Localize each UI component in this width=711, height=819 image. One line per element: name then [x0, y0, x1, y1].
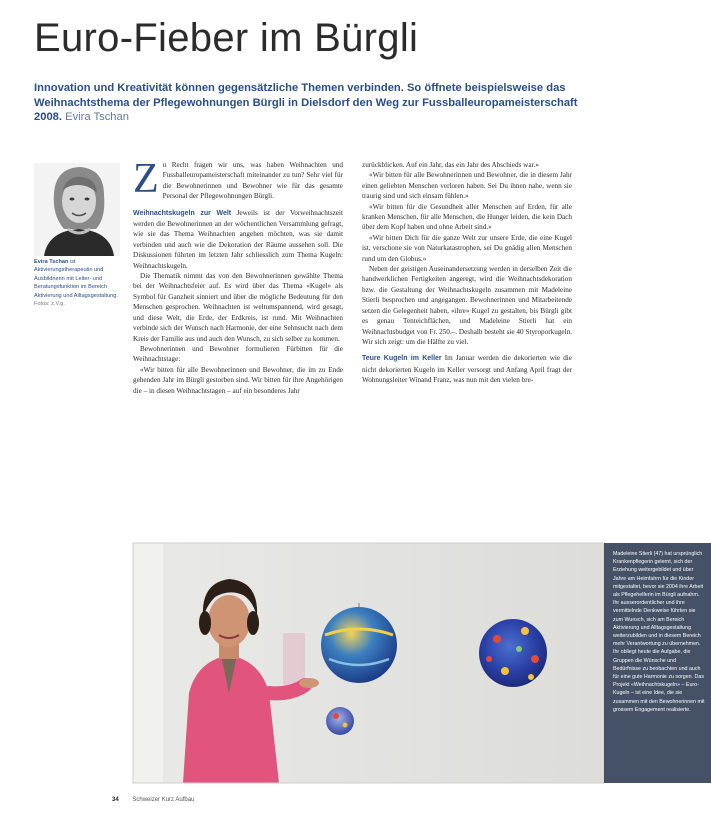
paragraph: «Wir bitten Dich für die ganze Welt zur unsere Erde, die eine Kugel ist, verschone sie von Naturkatastrophen, sei Du gnädig allen Menschen rund um den Globus.» [362, 233, 572, 263]
portrait-caption-name: Evira Tschan [34, 259, 69, 265]
author-portrait [34, 163, 120, 256]
paragraph: Zu Recht fragen wir uns, was haben Weihnachten und Fussballeuropameisterschaft miteinander zu tun? Sehr viel für die Bewohnerinnen und Bewohner wie für das gesamte Personal der Pflegewohnungen Bürgli. [133, 156, 343, 202]
subheading: Weihnachtskugeln zur Welt [133, 209, 232, 217]
page-number: 34 [112, 797, 119, 803]
christmas-ball-3 [326, 707, 354, 735]
photo-image [133, 543, 604, 783]
paragraph: zurückblicken. Auf ein Jahr, das ein Jahr des Abschieds war.» [362, 161, 539, 169]
page-footer [112, 797, 312, 803]
photo-caption: Madeleine Stierli (47) hat ursprünglich Krankenpflegerin gelernt, sich der Erziehung weitergebildet und über Jahre am Heimfahrn für die Kinder mitgestaltet, bevor sie 2004 ihre Arbeit als Pflegehelferin im Bürgli aufnahm. Ihr ausserordentlicher und ihre vermittelnde Denkweise führten sie zum Wunsch, sich am Bereich Aktivierung und Alltagsgestaltung weiterzubilden und in diesem Bereich mehr Verantwortung zu übernehmen. Ihr obliegt heute die Aufgabe, die Gruppen die Wünsche und Bedürfnisse zu beobachten und auch für eine gute Harmonie zu sorgen. Das Projekt «Weihnachtskugeln» – Euro-Kugeln – ist eine Idee, die sie zusammen mit den Bewohnerinnen mit grossem Engagement realisierte. [604, 543, 711, 783]
portrait-image [34, 163, 120, 256]
paragraph: «Wir bitten für die Gesundheit aller Menschen auf Erden, für alle kranken Menschen, für alle Menschen, die Hunger leiden, die kein Dach über dem Kopf haben und ohne Arbeit sind.» [362, 202, 572, 232]
paragraph: Die Thematik nimmt das von den Bewohnerinnen gewählte Thema bei der Weihnachtsfeier auf. Es wird über das Thema «Kugel» als Symbol für Ganzheit sinniert und über die mögliche Bedeutung für den Menschen gesprochen. Weihnachten ist weltumspannend, wird gesagt, und diese Welt, die Erde, der Erdkreis, ist rund. Mit Weihnachten verbinde sich der Wunsch nach Harmonie, der eine Sehnsucht nach dem Kreis der Familie aus und auch den Wunsch, zu sich selber zu kommen. [133, 272, 343, 343]
portrait-caption-text: ist Aktivierungstherapeutin und Ausbildnerin mit Leiter- und Beratungsfunktion im Bereich Aktivierung und Alltagsgestaltung. [34, 259, 118, 299]
paragraph: «Wir bitten für alle Bewohnerinnen und Bewohner, die in diesem Jahr einen geliebten Menschen verloren haben. Sei Du ihnen nahe, wenn sie traurig sind und sich einsam fühlen.» [362, 171, 572, 201]
drop-cap: Z [133, 156, 159, 202]
lead-text: Innovation und Kreativität können gegensätzliche Themen verbinden. So öffnete beispielsweise das Weihnachtsthema der Pflegewohnungen Bürgli in Dielsdorf den Weg zur Fussballeuropameisterschaft 2008. [34, 82, 578, 123]
christmas-ball-2 [479, 619, 547, 687]
paragraph: Weihnachtskugeln zur Welt Jeweils ist der Vorweihnachtszeit werden die Bewohnerinnen an der wöchentlichen Versammlung gefragt, wie sie das Thema Weihnachten angehen möchten, was sie damit verbinden und auch wie die Dekoration der Räume aussehen soll. Die Diskussionen führten im letzten Jahr schliesslich zum Thema Kugeln: Weihnachtskugeln. [133, 208, 343, 270]
paragraph: Bewohnerinnen und Bewohner formulieren Fürbitten für die Weihnachtstage: [133, 344, 343, 364]
body-column-2 [362, 160, 572, 386]
portrait-caption [34, 258, 122, 308]
lead-author: Evira Tschan [65, 111, 129, 123]
body-column-1 [133, 156, 343, 396]
paragraph: Neben der geistigen Auseinandersetzung werden in derselben Zeit die handwerklichen Fertigkeiten angeregt, wird die Weihnachtsdekoration bzw. die Gestaltung der Weihnachtskugeln zusammen mit Madeleine Stierli besprochen und angegangen. Bewohnerinnen und Mitarbeitende setzen die Gelegenheit haben, «ihre» Kugel zu gestalten, bis Bürgli gibt es genau Tenteichflächen, und Madeleine Stierli hat ein Weihnachtsbudget von Fr. 250.–. Deshalb besteht sie 40 Styroporkugeln. Wir sich zeigt: um die Hälfte zu viel. [362, 265, 572, 346]
article-photo [133, 543, 705, 783]
magazine-name: Schweizer Kurz Aufbau [132, 797, 195, 803]
paragraph: «Wir bitten für alle Bewohnerinnen und Bewohner, die im zu Ende gehenden Jahr im Bürgli gestorben sind. Wir bitten für ihre Angehörigen die – in diesen Weihnachtstagen – auf ein besonderes Jahr [133, 365, 343, 395]
article-title: Euro-Fieber im Bürgli [34, 16, 419, 60]
photo-credit: Fotos: z.V.g. [34, 301, 65, 308]
subheading: Teure Kugeln im Keller [362, 355, 442, 363]
paragraph: Teure Kugeln im Keller Im Januar werden die dekorierten wie die nicht dekorierten Kugeln im Keller versorgt und Anfang April fragt der Wohnungsleiter Winand Franz, was nun mit den vielen bre- [362, 354, 572, 385]
article-lead [34, 81, 579, 125]
